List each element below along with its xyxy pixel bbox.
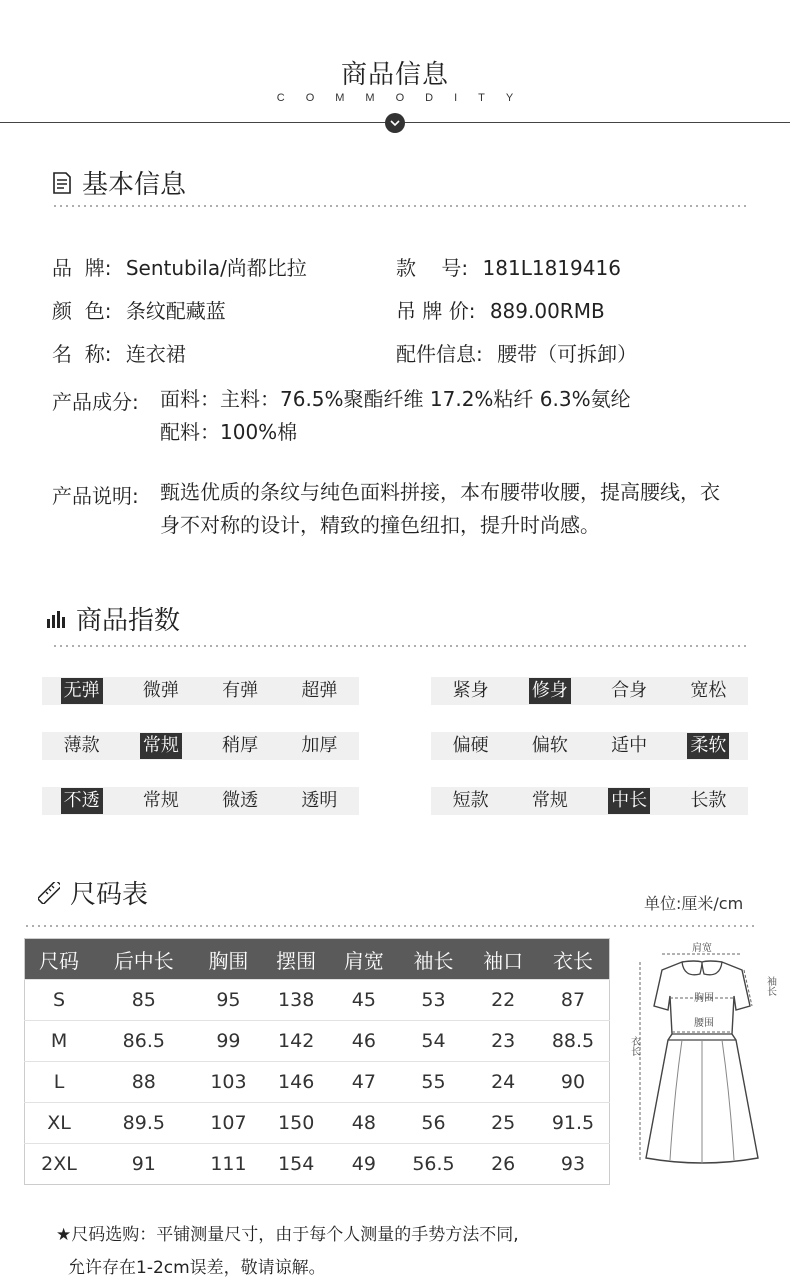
size-column-header: 肩宽: [330, 939, 398, 980]
index-option-label: 紧身: [452, 680, 489, 701]
index-option: [590, 732, 669, 760]
table-cell: 150: [262, 1103, 330, 1144]
dotted-divider: [24, 925, 754, 927]
index-option: [42, 677, 121, 705]
table-cell: 86.5: [93, 1021, 195, 1062]
index-option: [510, 787, 589, 815]
table-cell: 88.5: [537, 1021, 609, 1062]
composition-line-1: 面料：主料：76.5%聚酯纤维 17.2%粘纤 6.3%氨纶: [160, 387, 631, 411]
style-label: 款 号:: [396, 256, 469, 280]
price-value: 889.00RMB: [489, 299, 605, 323]
size-heading-text: 尺码表: [70, 880, 149, 910]
table-row: [25, 1021, 610, 1062]
table-cell: 89.5: [93, 1103, 195, 1144]
diagram-label-waist: 腰围: [694, 1018, 714, 1029]
table-cell: 138: [262, 980, 330, 1021]
basic-info-heading: [52, 164, 186, 201]
table-cell: 88: [93, 1062, 195, 1103]
index-option-label: 超弹: [301, 680, 338, 701]
index-option: [42, 732, 121, 760]
size-column-header: 胸围: [195, 939, 263, 980]
fit-index: [431, 677, 748, 705]
dotted-divider: [52, 205, 748, 207]
table-cell: 87: [537, 980, 609, 1021]
index-option-selected: 无弹: [61, 678, 103, 704]
table-cell: 26: [469, 1144, 537, 1185]
table-cell: 23: [469, 1021, 537, 1062]
index-option-label: 透明: [301, 790, 338, 811]
accessory-value: 腰带（可拆卸）: [497, 342, 638, 366]
size-heading: [38, 874, 148, 911]
basic-info-heading-text: 基本信息: [82, 170, 187, 200]
index-option-label: 偏软: [531, 735, 568, 756]
composition-label: 产品成分:: [52, 390, 139, 414]
size-note-line-2: 允许存在1-2cm误差，敬请谅解。: [68, 1258, 326, 1278]
index-option: [431, 732, 510, 760]
thickness-index: [42, 732, 359, 760]
brand-row: [52, 252, 307, 281]
color-value: 条纹配藏蓝: [125, 299, 226, 323]
index-option: [121, 732, 200, 760]
index-option: [669, 677, 748, 705]
table-cell: 46: [330, 1021, 398, 1062]
index-option-label: 常规: [531, 790, 568, 811]
table-cell: 146: [262, 1062, 330, 1103]
index-option: [42, 787, 121, 815]
chevron-down-icon: [385, 113, 405, 133]
table-row: [25, 1062, 610, 1103]
size-column-header: 衣长: [537, 939, 609, 980]
name-row: [52, 338, 186, 367]
page-subtitle: COMMODITY: [276, 92, 535, 104]
table-cell: M: [25, 1021, 94, 1062]
price-row: [396, 295, 605, 324]
index-option-label: 长款: [690, 790, 727, 811]
index-option: [431, 677, 510, 705]
price-label: 吊 牌 价:: [396, 299, 476, 323]
size-note-line-1: ★尺码选购：平铺测量尺寸，由于每个人测量的手势方法不同,: [56, 1225, 519, 1245]
composition-text: [160, 383, 740, 449]
index-option-label: 稍厚: [222, 735, 259, 756]
diagram-label-chest: 胸围: [694, 993, 714, 1004]
index-option-label: 加厚: [301, 735, 338, 756]
table-cell: 2XL: [25, 1144, 94, 1185]
accessory-label: 配件信息:: [396, 342, 483, 366]
index-option: [510, 677, 589, 705]
page-title: 商品信息: [340, 60, 449, 90]
table-cell: 91: [93, 1144, 195, 1185]
dotted-divider: [52, 645, 748, 647]
index-option: [590, 787, 669, 815]
dress-diagram: [626, 936, 780, 1172]
elasticity-index: [42, 677, 359, 705]
index-option-label: 偏硬: [452, 735, 489, 756]
table-cell: 91.5: [537, 1103, 609, 1144]
softness-index: [431, 732, 748, 760]
diagram-label-shoulder: 肩宽: [692, 943, 712, 954]
composition-line-2: 配料：100%棉: [160, 420, 298, 444]
index-option-selected: 不透: [61, 788, 103, 814]
table-row: [25, 1103, 610, 1144]
table-cell: 24: [469, 1062, 537, 1103]
table-cell: 25: [469, 1103, 537, 1144]
name-label: 名 称:: [52, 342, 112, 366]
table-cell: 107: [195, 1103, 263, 1144]
index-option-selected: 常规: [140, 733, 182, 759]
index-option: [431, 787, 510, 815]
accessory-row: [396, 338, 637, 367]
index-option: [280, 787, 359, 815]
table-row: [25, 980, 610, 1021]
index-option-label: 常规: [142, 790, 179, 811]
color-row: [52, 295, 226, 324]
table-cell: 54: [398, 1021, 470, 1062]
document-icon: [52, 172, 72, 194]
index-heading: [46, 600, 180, 637]
transparency-index: [42, 787, 359, 815]
size-column-header: 袖长: [398, 939, 470, 980]
style-value: 181L1819416: [482, 256, 621, 280]
index-option-label: 微弹: [142, 680, 179, 701]
index-option-selected: 修身: [529, 678, 571, 704]
table-row: [25, 1144, 610, 1185]
index-option: [121, 677, 200, 705]
brand-value: Sentubila/尚都比拉: [125, 256, 307, 280]
description-text: 甄选优质的条纹与纯色面料拼接，本布腰带收腰，提高腰线，衣身不对称的设计，精致的撞色纽扣，提升时尚感。: [160, 480, 720, 537]
size-table-header: [25, 939, 610, 980]
table-cell: 142: [262, 1021, 330, 1062]
diagram-label-length: 衣长: [628, 1036, 640, 1056]
index-option: [121, 787, 200, 815]
size-column-header: 袖口: [469, 939, 537, 980]
index-option: [590, 677, 669, 705]
table-cell: 85: [93, 980, 195, 1021]
table-cell: L: [25, 1062, 94, 1103]
index-option-label: 宽松: [690, 680, 727, 701]
table-cell: 55: [398, 1062, 470, 1103]
length-index: [431, 787, 748, 815]
table-cell: 45: [330, 980, 398, 1021]
index-option-label: 有弹: [222, 680, 259, 701]
table-cell: 103: [195, 1062, 263, 1103]
table-cell: 95: [195, 980, 263, 1021]
unit-label: 单位:厘米/cm: [644, 894, 744, 913]
index-option-selected: 柔软: [687, 733, 729, 759]
size-table: [24, 938, 610, 1185]
color-label: 颜 色:: [52, 299, 112, 323]
diagram-label-sleeve: 袖长: [764, 976, 776, 996]
index-option: [510, 732, 589, 760]
table-cell: 48: [330, 1103, 398, 1144]
ruler-icon: [38, 882, 60, 904]
table-cell: 47: [330, 1062, 398, 1103]
table-cell: 53: [398, 980, 470, 1021]
style-row: [396, 252, 621, 281]
index-option: [280, 677, 359, 705]
table-cell: 22: [469, 980, 537, 1021]
size-column-header: 尺码: [25, 939, 94, 980]
table-cell: 99: [195, 1021, 263, 1062]
index-heading-text: 商品指数: [76, 606, 181, 636]
table-cell: S: [25, 980, 94, 1021]
brand-label: 品 牌:: [52, 256, 112, 280]
size-column-header: 摆围: [262, 939, 330, 980]
table-cell: 56.5: [398, 1144, 470, 1185]
table-cell: 56: [398, 1103, 470, 1144]
table-cell: 49: [330, 1144, 398, 1185]
index-option: [201, 732, 280, 760]
index-option-label: 适中: [611, 735, 648, 756]
index-option: [669, 732, 748, 760]
index-option: [669, 787, 748, 815]
index-option-label: 微透: [222, 790, 259, 811]
index-option: [201, 787, 280, 815]
table-cell: 93: [537, 1144, 609, 1185]
index-option-label: 合身: [611, 680, 648, 701]
table-cell: 154: [262, 1144, 330, 1185]
index-option-label: 薄款: [63, 735, 100, 756]
index-option: [280, 732, 359, 760]
description-label: 产品说明:: [52, 484, 139, 508]
bar-chart-icon: [46, 610, 66, 628]
name-value: 连衣裙: [125, 342, 186, 366]
index-option: [201, 677, 280, 705]
index-option-selected: 中长: [608, 788, 650, 814]
table-cell: 111: [195, 1144, 263, 1185]
size-column-header: 后中长: [93, 939, 195, 980]
table-cell: XL: [25, 1103, 94, 1144]
table-cell: 90: [537, 1062, 609, 1103]
index-option-label: 短款: [452, 790, 489, 811]
